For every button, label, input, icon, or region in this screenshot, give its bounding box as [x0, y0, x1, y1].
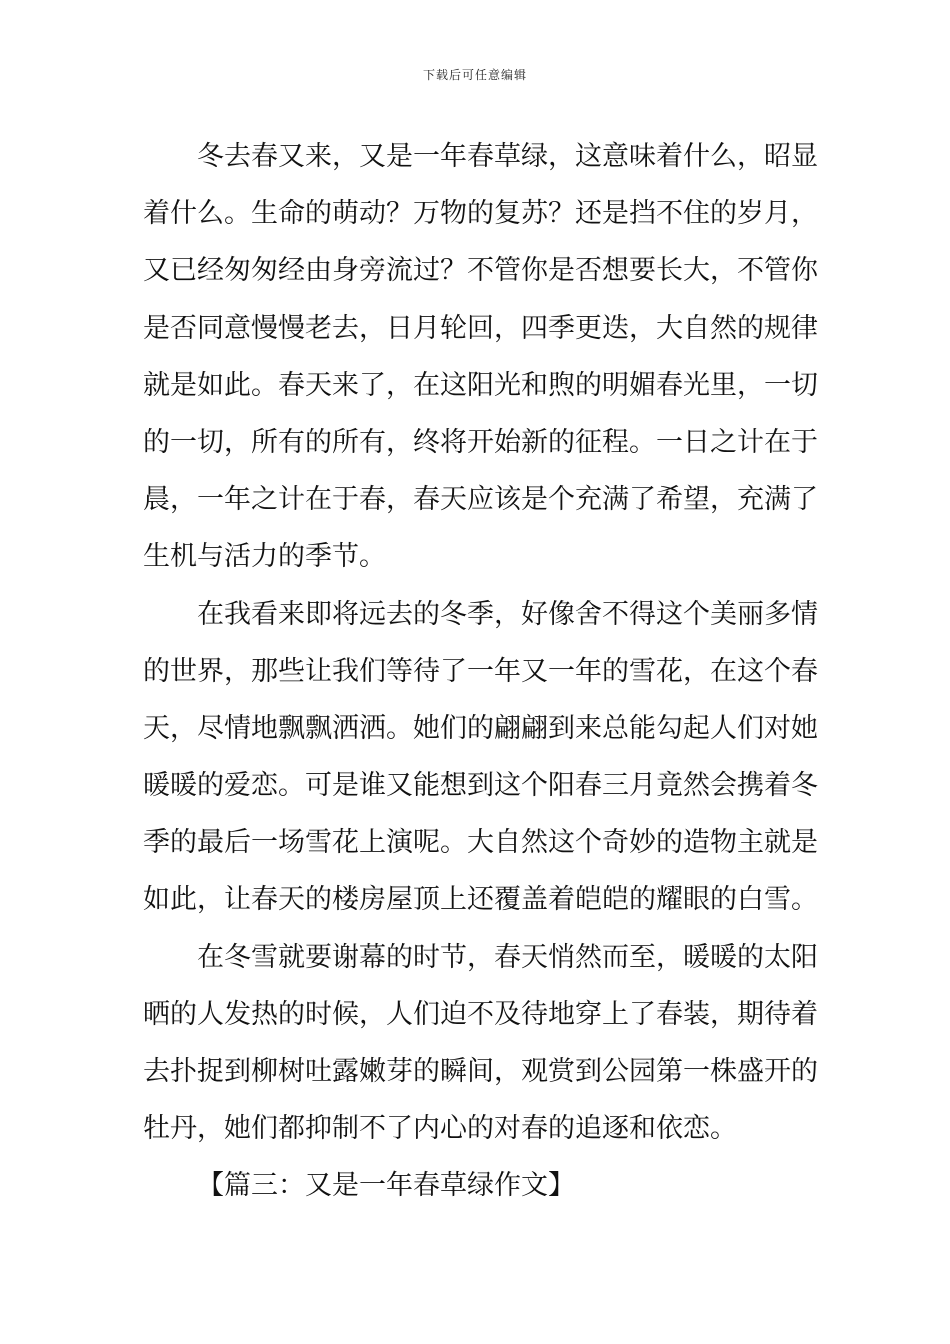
section-heading: 【篇三：又是一年春草绿作文】	[197, 1170, 575, 1202]
text-line: 是否同意慢慢老去，日月轮回，四季更迭，大自然的规律	[143, 312, 818, 344]
text-line: 又已经匆匆经由身旁流过？不管你是否想要长大，不管你	[143, 255, 818, 287]
text-line: 的一切，所有的所有，终将开始新的征程。一日之计在于	[143, 426, 818, 458]
page-header: 下载后可任意编辑	[422, 68, 527, 82]
text-line: 暖暖的爱恋。可是谁又能想到这个阳春三月竟然会携着冬	[143, 770, 818, 802]
text-line: 的世界，那些让我们等待了一年又一年的雪花，在这个春	[143, 655, 818, 687]
text-line: 在冬雪就要谢幕的时节，春天悄然而至，暖暖的太阳	[197, 941, 818, 973]
paragraph	[143, 128, 818, 586]
text-line: 天，尽情地飘飘洒洒。她们的翩翩到来总能勾起人们对她	[143, 712, 818, 744]
text-line: 如此，让春天的楼房屋顶上还覆盖着皑皑的耀眼的白雪。	[143, 884, 818, 916]
text-line: 在我看来即将远去的冬季，好像舍不得这个美丽多情	[197, 598, 818, 630]
text-line: 晒的人发热的时候，人们迫不及待地穿上了春装，期待着	[143, 998, 818, 1030]
text-line: 着什么。生命的萌动？万物的复苏？还是挡不住的岁月，	[143, 198, 818, 230]
text-line: 冬去春又来，又是一年春草绿，这意味着什么，昭显	[197, 141, 818, 172]
text-line: 晨，一年之计在于春，春天应该是个充满了希望，充满了	[143, 484, 818, 516]
paragraph	[143, 586, 818, 929]
text-line: 就是如此。春天来了，在这阳光和煦的明媚春光里，一切	[143, 369, 818, 401]
article-body	[143, 128, 818, 1215]
text-line: 季的最后一场雪花上演呢。大自然这个奇妙的造物主就是	[143, 827, 818, 859]
text-line: 生机与活力的季节。	[143, 541, 386, 573]
paragraph	[143, 929, 818, 1158]
text-line: 牡丹，她们都抑制不了内心的对春的追逐和依恋。	[143, 1113, 737, 1145]
text-line: 去扑捉到柳树吐露嫩芽的瞬间，观赏到公园第一株盛开的	[143, 1056, 818, 1087]
